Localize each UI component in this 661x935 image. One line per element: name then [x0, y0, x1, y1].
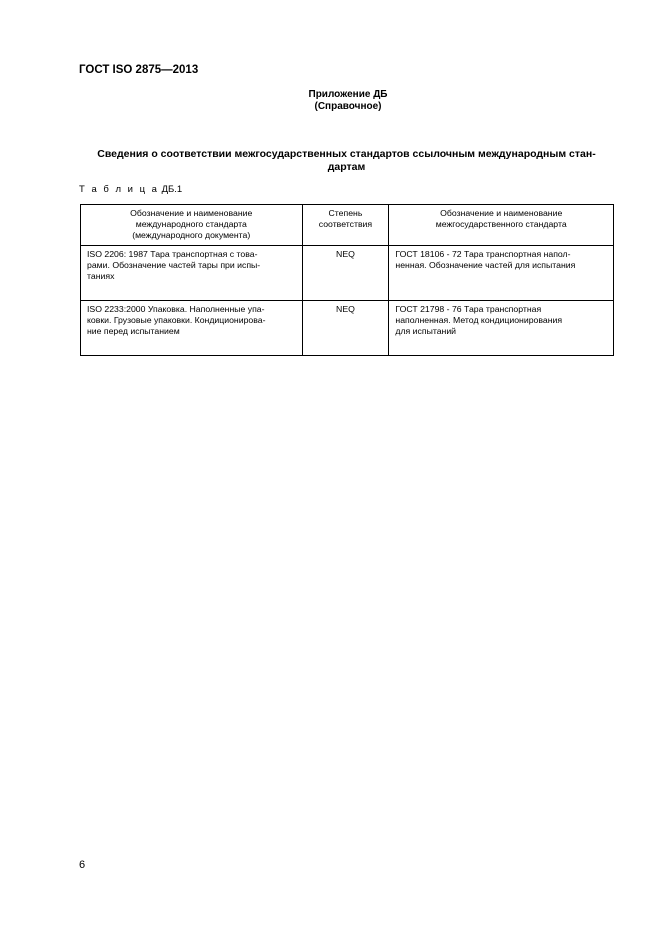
header-international-standard: Обозначение и наименование международного стандарта (международного документа) — [81, 205, 303, 246]
cell-international-standard: ISO 2233:2000 Упаковка. Наполненные упа- ковки. Грузовые упаковки. Кондиционирова- ние перед испытанием — [81, 301, 303, 356]
table-row — [81, 301, 614, 356]
table-caption-number: ДБ.1 — [161, 184, 183, 195]
section-heading-line-2: дартам — [327, 161, 366, 173]
header-interstate-standard: Обозначение и наименование межгосударственного стандарта — [389, 205, 614, 246]
page-number: 6 — [79, 859, 86, 871]
cell-interstate-standard: ГОСТ 18106 - 72 Тара транспортная напол- ненная. Обозначение частей для испытания — [389, 246, 614, 301]
header-degree: Степень соответствия — [302, 205, 389, 246]
table-caption — [79, 184, 182, 195]
table-row — [81, 246, 614, 301]
table-header-row — [81, 205, 614, 246]
table-caption-label: Т а б л и ц а — [79, 184, 159, 195]
cell-degree: NEQ — [302, 246, 389, 301]
correspondence-table — [80, 204, 614, 356]
appendix-title: Приложение ДБ — [308, 89, 388, 100]
cell-interstate-standard: ГОСТ 21798 - 76 Тара транспортная наполненная. Метод кондиционирования для испытаний — [389, 301, 614, 356]
appendix-block — [0, 89, 661, 113]
cell-degree: NEQ — [302, 301, 389, 356]
section-heading-line-1: Сведения о соответствии межгосударственных стандартов ссылочным международным стан- — [97, 148, 596, 160]
appendix-note: (Справочное) — [314, 101, 382, 112]
section-heading — [79, 148, 614, 174]
cell-international-standard: ISO 2206: 1987 Тара транспортная с това- рами. Обозначение частей тары при испы- таниях — [81, 246, 303, 301]
document-code: ГОСТ ISO 2875—2013 — [79, 64, 199, 76]
